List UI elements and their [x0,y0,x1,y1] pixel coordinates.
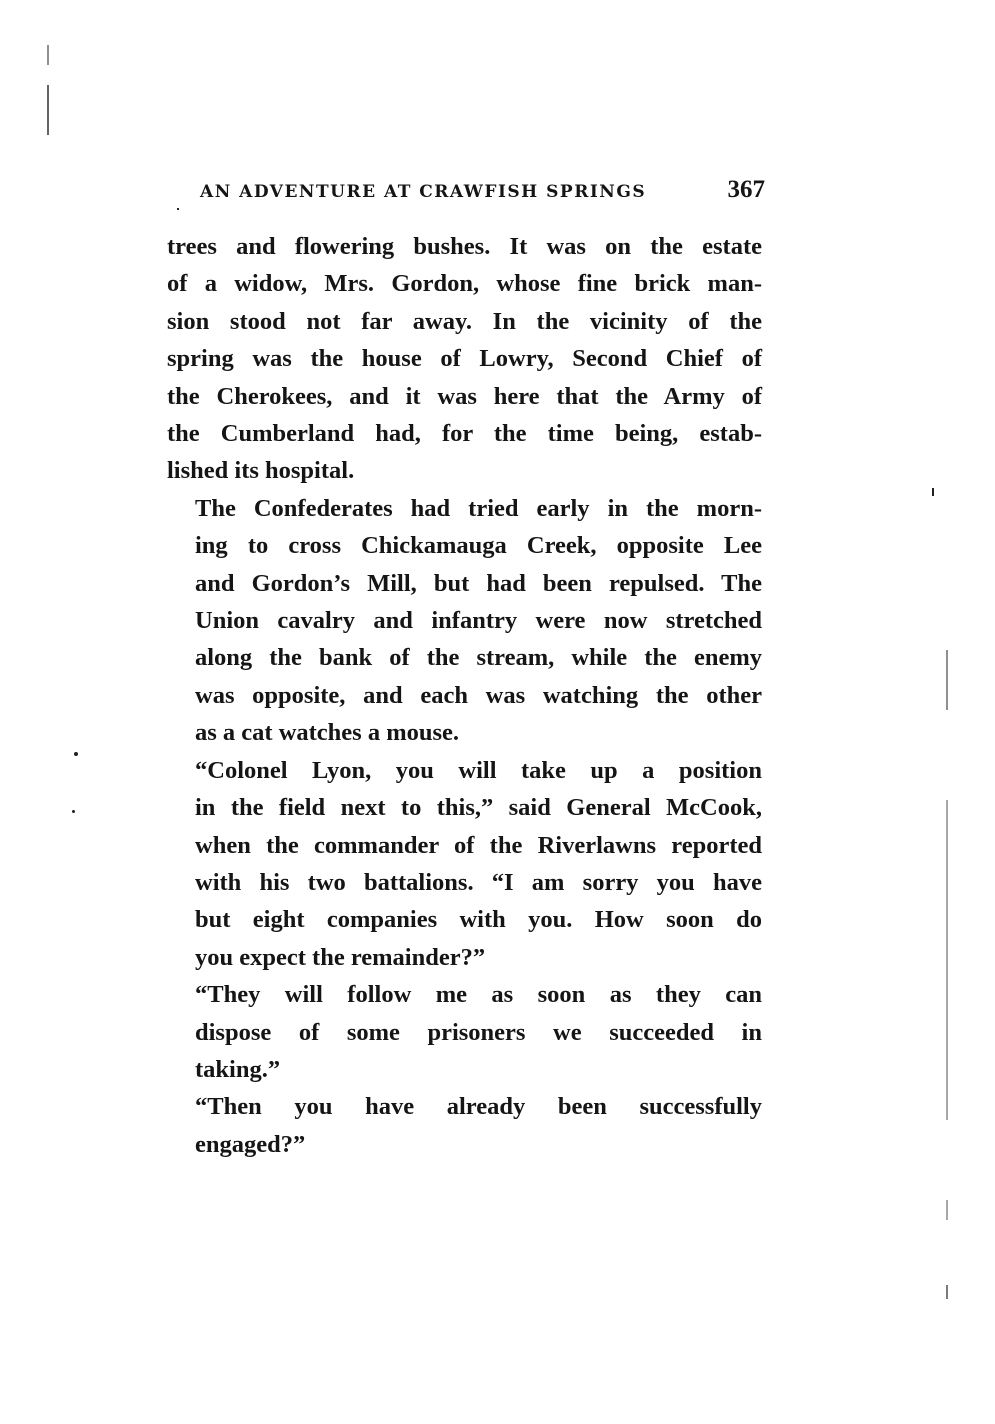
text-line: in the field next to this,” said General McCook, [195,794,762,822]
paragraph [167,752,762,976]
page-number: 367 [727,176,765,203]
text-line: engaged?” [195,1130,306,1158]
scan-mark-right-5 [946,1285,948,1299]
scan-mark-right-1 [932,488,934,496]
scan-mark-left-top [47,45,49,65]
scan-mark-right-4 [946,1200,948,1220]
text-line: spring was the house of Lowry, Second Chief of [167,345,762,373]
paragraph [167,490,762,752]
text-line: “They will follow me as soon as they can [195,981,762,1009]
scan-dot-header [177,208,179,210]
paragraph [167,1088,762,1163]
text-line: of a widow, Mrs. Gordon, whose fine brick man- [167,270,762,298]
scan-mark-right-2 [946,650,948,710]
text-line: as a cat watches a mouse. [195,719,460,747]
scan-dot-left-1 [74,752,78,756]
text-line: dispose of some prisoners we succeeded in [195,1018,762,1046]
body-text [167,228,762,1163]
text-line: when the commander of the Riverlawns reported [195,831,762,859]
text-line: “Then you have already been successfully [195,1093,762,1121]
text-line: trees and flowering bushes. It was on the estate [167,233,762,260]
scan-mark-right-3 [946,800,948,1120]
text-line: the Cumberland had, for the time being, estab- [167,420,762,448]
text-line: but eight companies with you. How soon do [195,906,762,934]
scan-dot-left-2 [72,810,75,813]
text-line: sion stood not far away. In the vicinity of the [167,307,762,335]
text-line: ing to cross Chickamauga Creek, opposite Lee [195,532,762,560]
text-line: was opposite, and each was watching the other [195,681,762,709]
text-line: along the bank of the stream, while the enemy [195,644,762,672]
text-line: and Gordon’s Mill, but had been repulsed. The [195,569,762,597]
text-line: taking.” [195,1055,281,1083]
text-line: the Cherokees, and it was here that the Army of [167,382,762,410]
running-head: AN ADVENTURE AT CRAWFISH SPRINGS [200,182,647,202]
text-line: you expect the remainder?” [195,943,486,971]
paragraph [167,228,762,490]
page-header [200,176,765,210]
text-line: with his two battalions. “I am sorry you have [195,868,762,896]
scan-mark-left-mid [47,85,49,135]
text-line: Union cavalry and infantry were now stretched [195,607,762,635]
text-line: The Confederates had tried early in the morn- [195,494,762,522]
paragraph [167,976,762,1088]
text-line: lished its hospital. [167,457,355,485]
text-line: “Colonel Lyon, you will take up a position [195,756,762,784]
